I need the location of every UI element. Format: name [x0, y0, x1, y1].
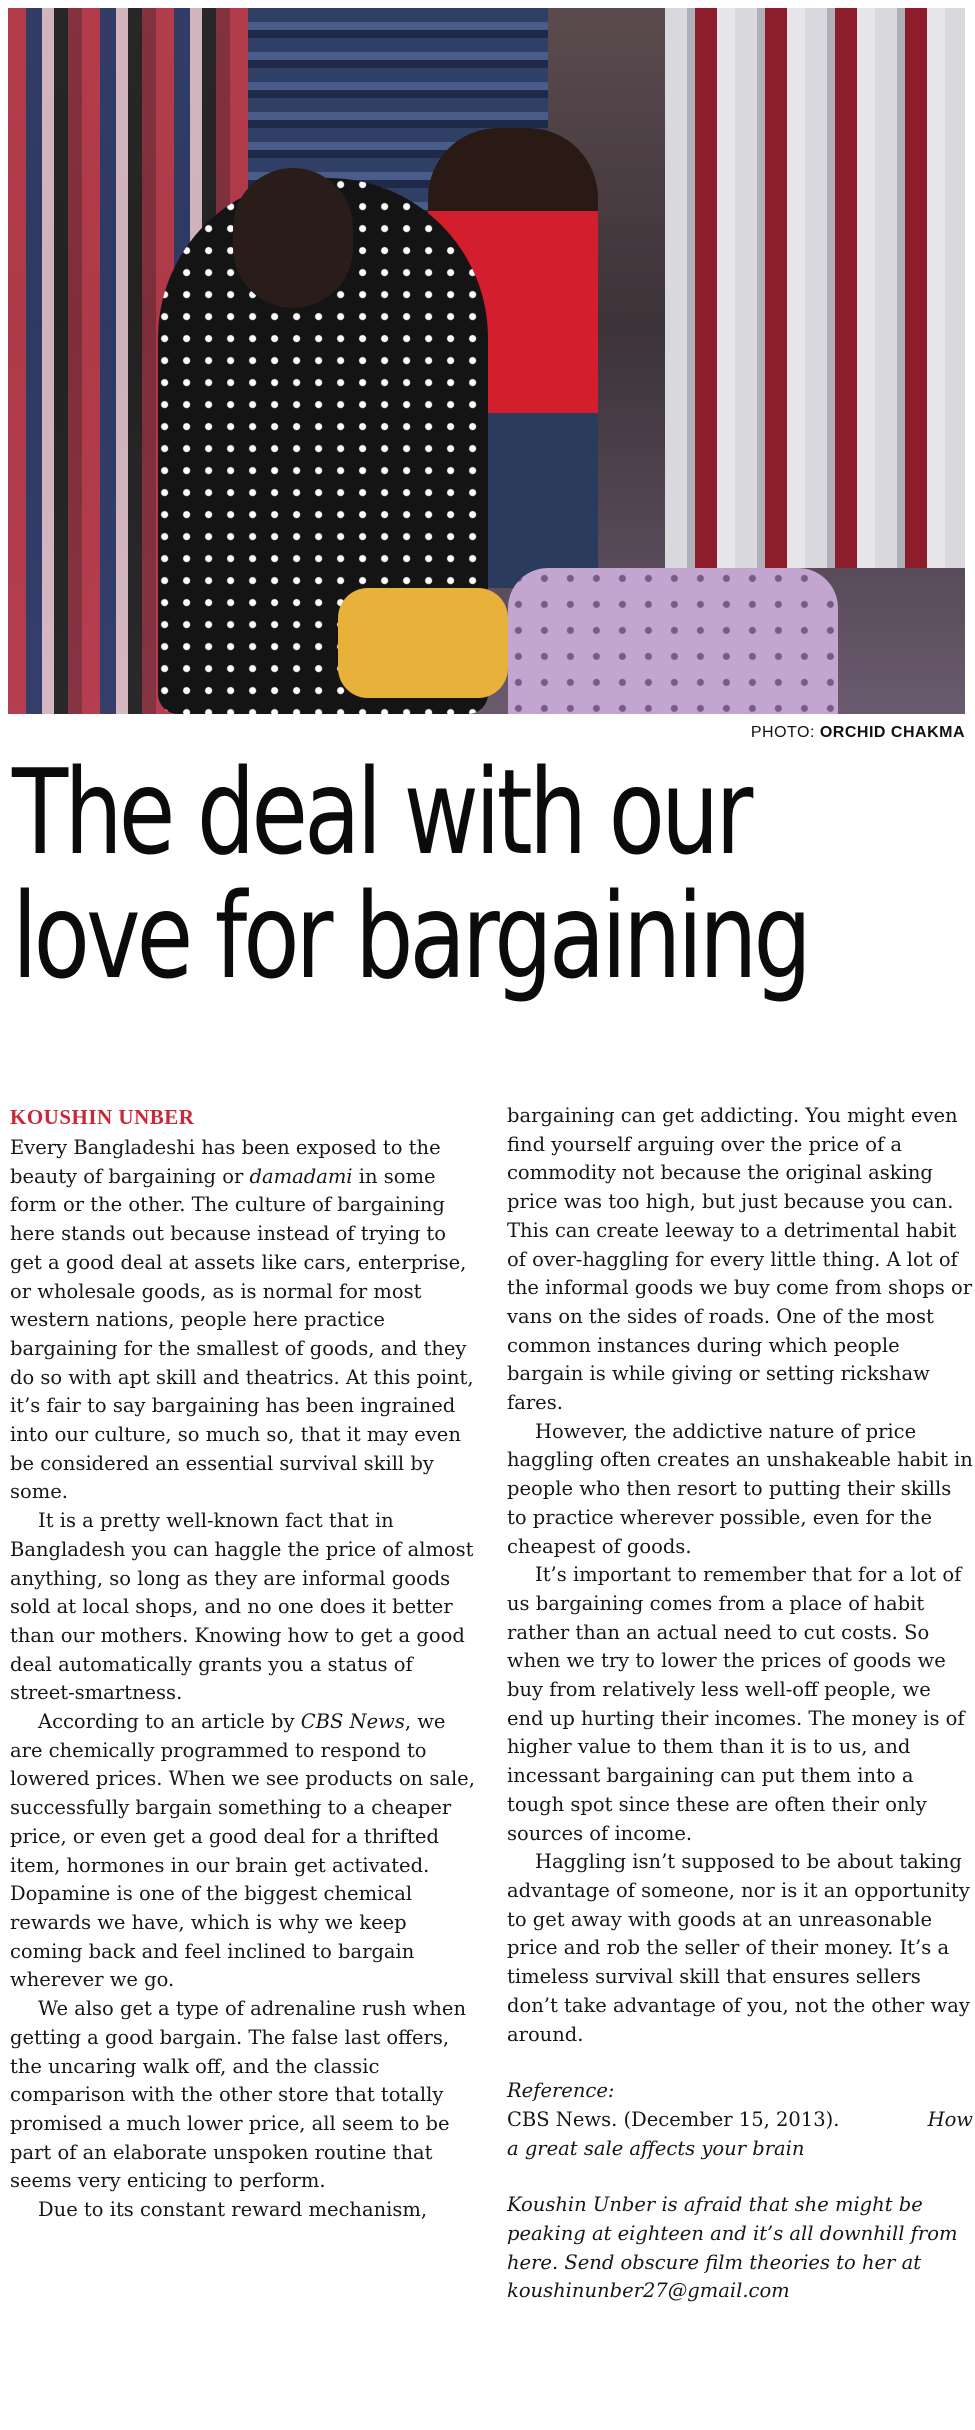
reference-entry [507, 2106, 973, 2163]
paragraph-1-emphasis: damadami [249, 1164, 353, 1188]
paragraph-3 [10, 1708, 476, 1995]
photo-credit-prefix: PHOTO: [750, 724, 815, 741]
byline: KOUSHIN UNBER [10, 1105, 195, 1129]
paragraph-5: Due to its constant reward mechanism, [38, 2198, 428, 2222]
left-column [10, 1102, 476, 2225]
fabric-bundle [338, 588, 508, 698]
right-column [507, 1102, 973, 2306]
photo-credit-name: ORCHID CHAKMA [819, 724, 965, 741]
paragraph-6: However, the addictive nature of price haggling often creates an unshakeable habit in people who then resort to putting their skills to practice wherever possible, even for the cheapest of goods. [507, 1419, 973, 1558]
reference-label: Reference: [507, 2079, 615, 2103]
headline-line-1: The deal with our [12, 743, 750, 881]
paragraph-7: It’s important to remember that for a lot of us bargaining comes from a place of habit rather than an actual need to cut costs. So when we try to lower the prices of goods we buy from relatively less well-off people, we end up hurting their incomes. The money is of higher value to them than it is to us, and incessant bargaining can put them into a tough spot since these are often their only sources of income. [507, 1563, 965, 1845]
paragraph-1 [10, 1134, 476, 1507]
paragraph-4: We also get a type of adrenaline rush when getting a good bargain. The false last offers, the uncaring walk off, and the classic comparison with the other store that totally promised a much lower price, all seem to be part of an elaborate unspoken routine that seems very enticing to perform. [10, 1997, 467, 2193]
paragraph-8: Haggling isn’t supposed to be about taking advantage of someone, nor is it an opportunity to get away with goods at an unreasonable price and rob the seller of their money. It’s a timeless survival skill that ensures sellers don’t take advantage of you, not the other way around. [507, 1850, 970, 2046]
paragraph-5-continued: bargaining can get addicting. You might even find yourself arguing over the price of a commodity not because the original asking price was too high, but just because you can. This can create leeway to a detrimental habit of over-haggling for every little thing. A lot of the informal goods we buy come from shops or vans on the sides of roads. One of the most common instances during which people bargain is while giving or setting rickshaw fares. [507, 1104, 973, 1415]
paragraph-3-text-a: According to an article by [38, 1710, 301, 1734]
headline-line-2: love for bargaining [12, 867, 809, 1005]
author-bio: Koushin Unber is afraid that she might be peaking at eighteen and it’s all downhill from here. Send obscure film theories to her at koushinunber27@gmail.com [507, 2193, 958, 2303]
paragraph-3-emphasis: CBS News [300, 1710, 405, 1734]
clothing-rack-right [665, 8, 965, 568]
photo-credit [751, 724, 965, 742]
reference-title-b: a great sale affects your brain [507, 2136, 805, 2160]
reference-source: CBS News. (December 15, 2013). [507, 2107, 840, 2131]
paragraph-3-text-b: , we are chemically programmed to respond to lowered prices. When we see products on sale, successfully bargain something to a cheaper price, or even get a good deal for a thrifted item, hormones in our brain get activated. Dopamine is one of the biggest chemical rewards we have, which is why we keep coming back and feel inclined to bargain wherever we go. [10, 1710, 475, 1992]
headline [12, 743, 809, 1005]
shopper-woman-head [233, 168, 353, 308]
paragraph-2: It is a pretty well-known fact that in Bangladesh you can haggle the price of almost anything, so long as they are informal goods sold at local shops, and no one does it better than our mothers. Knowing how to get a good deal automatically grants you a status of street-smartness. [10, 1509, 474, 1705]
lilac-fabric [508, 568, 838, 714]
reference-title-a: How [927, 2107, 973, 2131]
paragraph-1-text-b: in some form or the other. The culture of bargaining here stands out because instead of trying to get a good deal at assets like cars, enterprise, or wholesale goods, as is normal for most western nations, people here practice bargaining for the smallest of goods, and they do so with apt skill and theatrics. At this point, it’s fair to say bargaining has been ingrained into our culture, so much so, that it may even be considered an essential survival skill by some. [10, 1164, 474, 1504]
paragraph-1-text-a: Every Bangladeshi has been exposed to the beauty of bargaining or [10, 1136, 441, 1188]
article-photo [8, 8, 965, 714]
